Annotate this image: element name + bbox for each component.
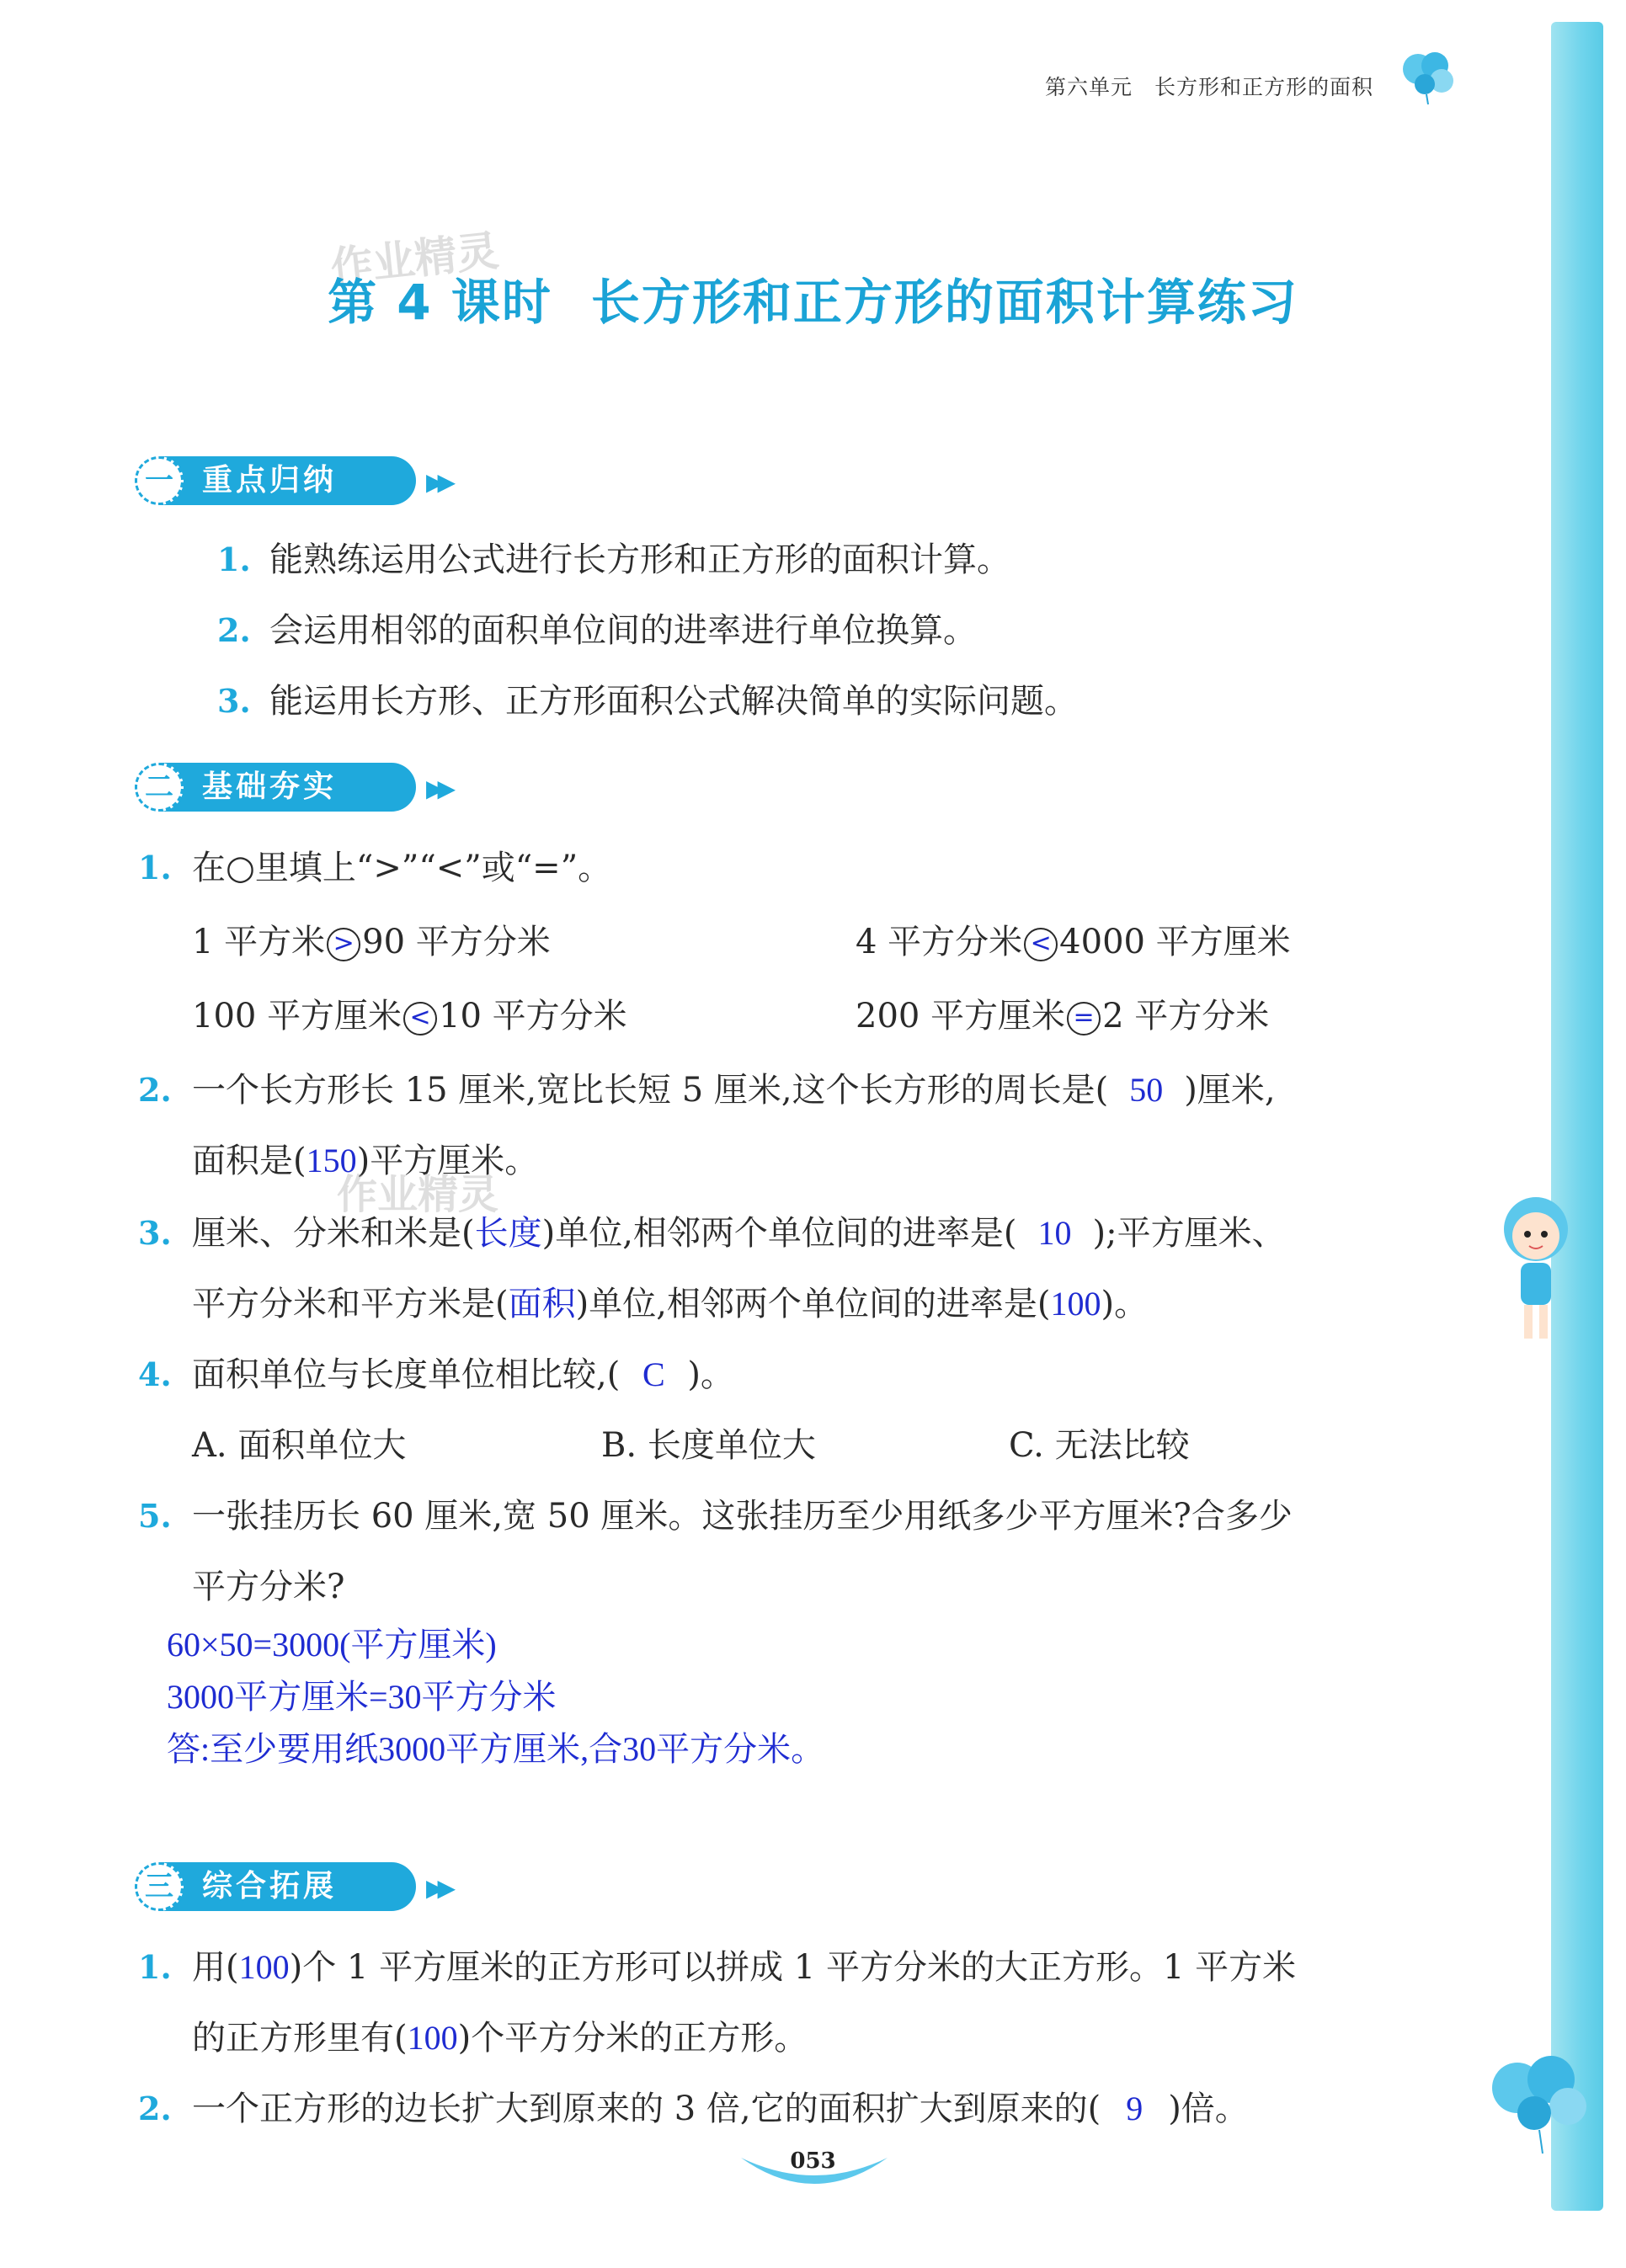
option-a: A. 面积单位大 bbox=[192, 1426, 407, 1465]
handwritten-answer: 100 bbox=[1050, 1285, 1101, 1323]
question-text bbox=[192, 1283, 1148, 1325]
comparison-item bbox=[856, 921, 1291, 963]
lesson-name: 长方形和正方形的面积计算练习 bbox=[590, 274, 1298, 331]
handwritten-answer: C bbox=[642, 1355, 665, 1393]
watermark: 作业精灵 bbox=[328, 226, 501, 293]
comparison-answer-circle: = bbox=[1067, 1002, 1101, 1036]
comparison-left: 4 平方分米 bbox=[856, 923, 1023, 961]
text-fragment: 面积单位与长度单位相比较,( bbox=[192, 1355, 621, 1394]
page-number: 053 bbox=[790, 2148, 836, 2174]
comparison-left: 200 平方厘米 bbox=[856, 997, 1066, 1036]
handwritten-work: 60×50=3000(平方厘米) bbox=[167, 1626, 497, 1664]
text-fragment: )单位,相邻两个单位间的进率是( bbox=[541, 1214, 1017, 1253]
comparison-right: 4000 平方厘米 bbox=[1059, 923, 1291, 961]
question-text: 平方分米? bbox=[192, 1568, 345, 1606]
question-text bbox=[192, 2017, 808, 2059]
handwritten-work: 3000平方厘米=30平方分米 bbox=[167, 1678, 557, 1716]
comparison-item bbox=[856, 995, 1269, 1037]
text-fragment: )。 bbox=[687, 1355, 734, 1394]
handwritten-answer: 100 bbox=[407, 2019, 458, 2057]
handwritten-answer: 10 bbox=[1037, 1214, 1072, 1252]
handwritten-answer: 150 bbox=[306, 1142, 357, 1179]
handwritten-answer: 9 bbox=[1126, 2090, 1144, 2127]
comparison-answer-circle: < bbox=[403, 1002, 437, 1036]
text-fragment: )。 bbox=[1101, 1285, 1149, 1323]
question-number: 2. bbox=[138, 2090, 172, 2127]
question-text bbox=[192, 1354, 734, 1396]
section-badge: 二 bbox=[135, 763, 184, 812]
key-point-text: 会运用相邻的面积单位间的进率进行单位换算。 bbox=[269, 611, 977, 650]
text-fragment: 用( bbox=[192, 1948, 239, 1987]
side-decoration-strip bbox=[1551, 22, 1603, 2211]
question-number: 1. bbox=[138, 1948, 172, 1986]
text-fragment: 一个长方形长 15 厘米,宽比长短 5 厘米,这个长方形的周长是( bbox=[192, 1071, 1109, 1110]
section-badge: 一 bbox=[135, 456, 184, 505]
text-fragment: )单位,相邻两个单位间的进率是( bbox=[575, 1285, 1051, 1323]
question-text: 在○里填上“>”“<”或“=”。 bbox=[192, 849, 612, 887]
section-key-points-tag bbox=[138, 456, 475, 505]
key-point-text: 能运用长方形、正方形面积公式解决简单的实际问题。 bbox=[269, 682, 1078, 721]
double-arrow-icon: ▶▶ bbox=[426, 1874, 450, 1902]
option-c: C. 无法比较 bbox=[1009, 1426, 1190, 1465]
question-number: 5. bbox=[138, 1497, 172, 1535]
handwritten-answer: 面积 bbox=[508, 1285, 576, 1323]
comparison-right: 10 平方分米 bbox=[439, 997, 627, 1036]
question-number: 3. bbox=[138, 1214, 172, 1252]
question-number: 1. bbox=[138, 849, 172, 886]
handwritten-answer: 100 bbox=[238, 1948, 290, 1986]
comparison-answer-circle: > bbox=[327, 928, 360, 961]
comparison-item bbox=[192, 921, 551, 963]
text-fragment: 的正方形里有( bbox=[192, 2019, 408, 2058]
text-fragment: 面积是( bbox=[192, 1142, 307, 1180]
section-basic-tag bbox=[138, 763, 475, 812]
text-fragment: 一个正方形的边长扩大到原来的 3 倍,它的面积扩大到原来的( bbox=[192, 2090, 1101, 2128]
text-fragment: )平方厘米。 bbox=[356, 1142, 539, 1180]
comparison-left: 1 平方米 bbox=[192, 923, 326, 961]
header-unit: 第六单元 bbox=[1044, 75, 1133, 99]
balloon-icon bbox=[1398, 49, 1462, 106]
question-text: 一张挂历长 60 厘米,宽 50 厘米。这张挂历至少用纸多少平方厘米?合多少 bbox=[192, 1497, 1293, 1536]
question-text bbox=[192, 2088, 1249, 2130]
handwritten-answer: 50 bbox=[1129, 1071, 1164, 1109]
double-arrow-icon: ▶▶ bbox=[426, 468, 450, 496]
section-label: 基础夯实 bbox=[202, 769, 338, 804]
section-label: 综合拓展 bbox=[202, 1869, 338, 1903]
option-b: B. 长度单位大 bbox=[601, 1426, 816, 1465]
question-text bbox=[192, 1212, 1286, 1254]
balloons-icon bbox=[1484, 2046, 1602, 2155]
text-fragment: )倍。 bbox=[1168, 2090, 1249, 2128]
question-text bbox=[192, 1946, 1296, 1988]
lesson-number: 第 4 课时 bbox=[328, 274, 552, 331]
handwritten-answer: 长度 bbox=[474, 1214, 542, 1252]
question-text bbox=[192, 1069, 1276, 1111]
comparison-right: 2 平方分米 bbox=[1102, 997, 1270, 1036]
section-label: 重点归纳 bbox=[202, 463, 338, 498]
question-number: 4. bbox=[138, 1355, 172, 1393]
section-badge: 三 bbox=[135, 1862, 184, 1911]
comparison-left: 100 平方厘米 bbox=[192, 997, 403, 1036]
page-title bbox=[0, 263, 1626, 333]
question-number: 2. bbox=[138, 1071, 172, 1109]
key-point-number: 1. bbox=[217, 540, 251, 578]
text-fragment: 平方分米和平方米是( bbox=[192, 1285, 509, 1323]
comparison-item bbox=[192, 995, 627, 1037]
text-fragment: )个平方分米的正方形。 bbox=[457, 2019, 808, 2058]
text-fragment: )厘米, bbox=[1184, 1071, 1276, 1110]
double-arrow-icon: ▶▶ bbox=[426, 775, 450, 802]
text-fragment: 厘米、分米和米是( bbox=[192, 1214, 475, 1253]
comparison-answer-circle: < bbox=[1024, 928, 1058, 961]
girl-illustration bbox=[1494, 1187, 1578, 1355]
header-unit-title: 长方形和正方形的面积 bbox=[1154, 75, 1373, 99]
text-fragment: );平方厘米、 bbox=[1092, 1214, 1286, 1253]
key-point-number: 3. bbox=[217, 682, 251, 720]
key-point-text: 能熟练运用公式进行长方形和正方形的面积计算。 bbox=[269, 540, 1010, 579]
watermark: 作业精灵 bbox=[337, 1171, 499, 1218]
key-point-number: 2. bbox=[217, 611, 251, 649]
text-fragment: )个 1 平方厘米的正方形可以拼成 1 平方分米的大正方形。1 平方米 bbox=[289, 1948, 1297, 1987]
running-header bbox=[1045, 71, 1373, 101]
section-extension-tag bbox=[138, 1862, 475, 1911]
comparison-right: 90 平方分米 bbox=[362, 923, 551, 961]
handwritten-work: 答:至少要用纸3000平方厘米,合30平方分米。 bbox=[167, 1730, 825, 1768]
